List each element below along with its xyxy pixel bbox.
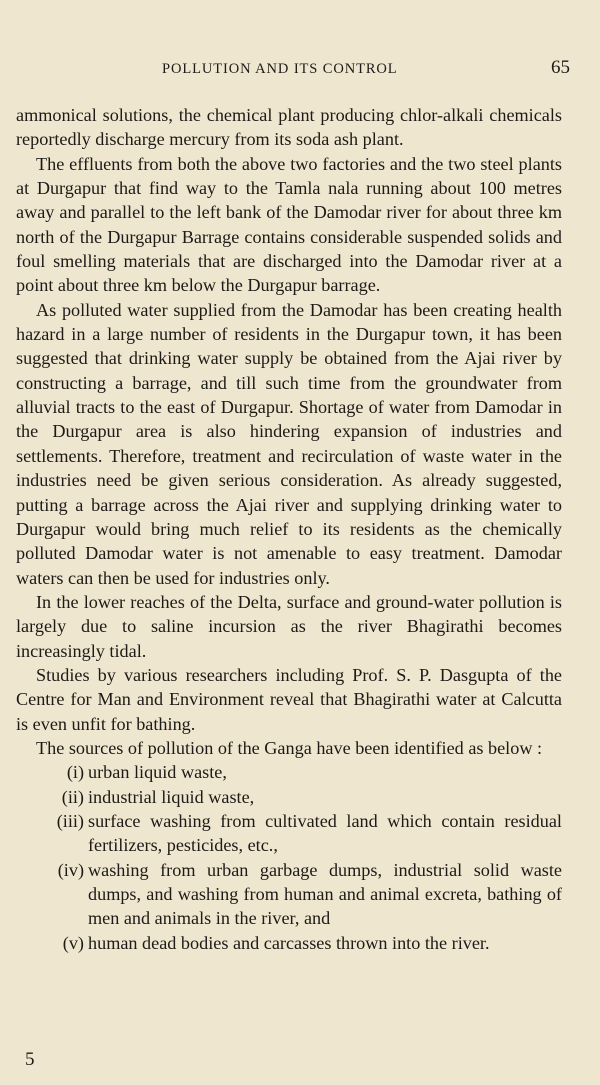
running-title: POLLUTION AND ITS CONTROL (162, 61, 398, 77)
list-item-marker: (ii) (61, 786, 84, 807)
list-item-marker: (iv) (57, 859, 84, 880)
pollution-sources-list (16, 760, 562, 955)
paragraph-drinking-water: As polluted water supplied from the Damodar has been creating health hazard in a large number of residents in the Durgapur town, it has been suggested that drinking water supply be obtained from the Ajai river by constructing a barrage, and till such time from the groundwater from alluvial tracts to the east of Durgapur. Shortage of water from Damodar in the Durgapur area is also hindering expansion of industries and settlements. Therefore, treatment and recirculation of waste water in the industries need be given serious consideration. As already suggested, putting a barrage across the Ajai river and supplying drinking water to Durgapur would bring much relief to its residents as the chemically polluted Damodar water is not amenable to easy treatment. Damodar waters can then be used for industries only. (16, 299, 562, 588)
running-head (0, 57, 600, 83)
page-number: 65 (551, 57, 570, 78)
list-item-text: surface washing from cultivated land which contain residual fertilizers, pesticides, etc., (88, 810, 562, 856)
paragraph-sources-intro: The sources of pollution of the Ganga have been identified as below : (36, 737, 543, 758)
list-item (16, 931, 562, 955)
paragraph-effluents: The effluents from both the above two factories and the two steel plants at Durgapur that find way to the Tamla nala running about 100 metres away and parallel to the left bank of the Damodar river for about three km north of the Durgapur Barrage contains considerable suspended solids and foul smelling materials that are discharged into the Damodar river at a point about three km below the Durgapur barrage. (16, 153, 562, 296)
paragraph-delta-pollution: In the lower reaches of the Delta, surface and ground-water pollution is largely due to saline incursion as the river Bhagirathi becomes increasingly tidal. (16, 591, 562, 661)
list-item-marker: (i) (66, 762, 84, 783)
list-item (16, 785, 562, 809)
list-item-marker: (v) (62, 932, 84, 953)
list-item-text: washing from urban garbage dumps, industrial solid waste dumps, and washing from human and animal excreta, bathing of men and animals in the river, and (88, 859, 562, 929)
paragraph-studies: Studies by various researchers including Prof. S. P. Dasgupta of the Centre for Man and Environment reveal that Bhagirathi water at Calcutta is even unfit for bathing. (16, 664, 562, 734)
page-body (16, 103, 562, 955)
signature-mark: 5 (25, 1049, 35, 1070)
list-item (16, 760, 562, 784)
paragraph-continuation: ammonical solutions, the chemical plant producing chlor-alkali chemicals reportedly discharge mercury from its soda ash plant. (16, 105, 562, 150)
list-item (16, 809, 562, 858)
list-item-text: human dead bodies and carcasses thrown into the river. (88, 932, 490, 953)
list-item-marker: (iii) (56, 810, 84, 831)
list-item (16, 858, 562, 931)
list-item-text: industrial liquid waste, (88, 786, 255, 807)
list-item-text: urban liquid waste, (88, 762, 227, 783)
